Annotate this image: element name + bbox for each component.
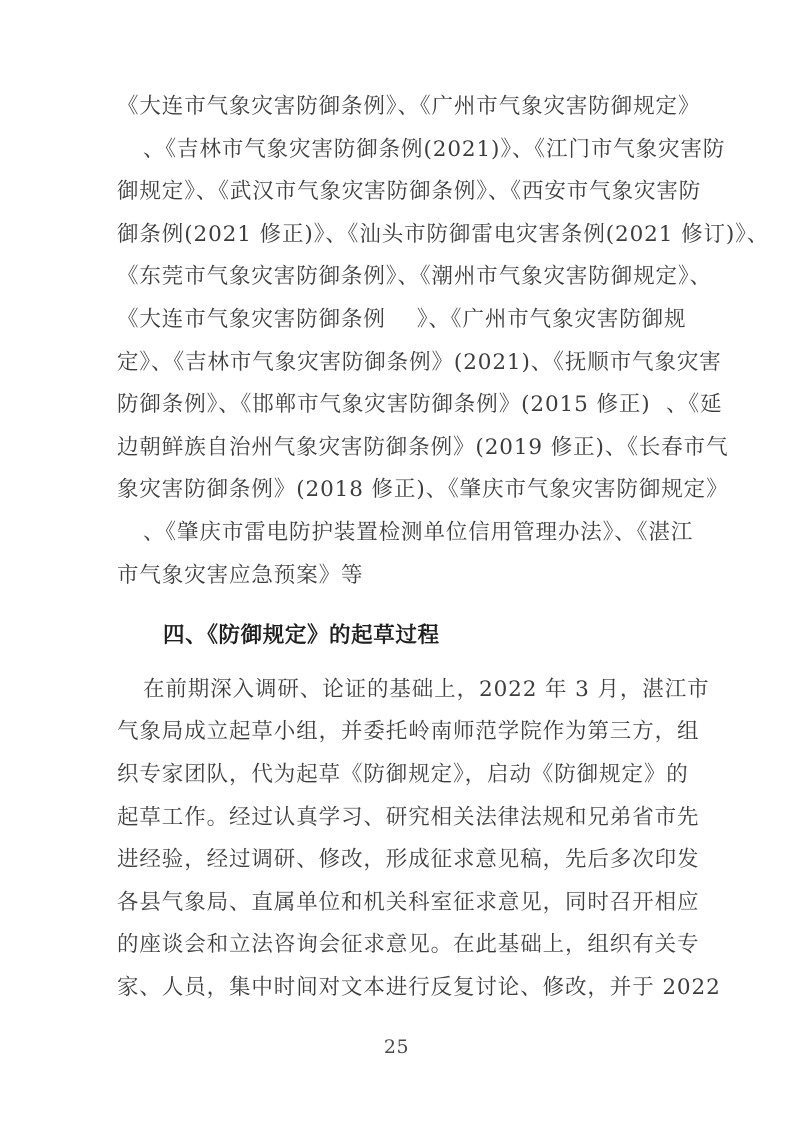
page-text-column [117, 86, 770, 1009]
text-line: 《东莞市气象灾害防御条例》、《潮州市气象灾害防御规定》、 [117, 264, 712, 290]
text-line: 进经验，经过调研、修改，形成征求意见稿，先后多次印发 [117, 847, 700, 873]
regulation-list-paragraph [117, 86, 770, 597]
text-line: 防御条例》、《邯郸市气象灾害防御条例》(2015 修正) 、《延 [117, 392, 723, 418]
text-line: 的座谈会和立法咨询会征求意见。在此基础上，组织有关专 [117, 932, 700, 958]
drafting-process-paragraph [117, 669, 721, 1010]
text-line: 起草工作。经过认真学习、研究相关法律法规和兄弟省市先 [117, 804, 700, 830]
text-line: 家、人员，集中时间对文本进行反复讨论、修改，并于 2022 [117, 974, 721, 1000]
text-line: 御条例(2021 修正)》、《汕头市防御雷电灾害条例(2021 修订)》、 [117, 221, 770, 247]
text-line: 织专家团队，代为起草《防御规定》，启动《防御规定》的 [117, 761, 689, 787]
text-line: 在前期深入调研、论证的基础上，2022 年 3 月，湛江市 [143, 676, 710, 702]
text-line: 象灾害防御条例》(2018 修正)、《肇庆市气象灾害防御规定》 [117, 477, 729, 503]
section-four-heading: 四、《防御规定》的起草过程 [163, 623, 440, 649]
text-line: 、《吉林市气象灾害防御条例(2021)》、《江门市气象灾害防 [143, 136, 726, 162]
text-line: 《大连市气象灾害防御条例 》、《广州市气象灾害防御规 [117, 306, 687, 332]
text-line: 御规定》、《武汉市气象灾害防御条例》、《西安市气象灾害防 [117, 179, 702, 205]
text-line: 、《肇庆市雷电防护装置检测单位信用管理办法》、《湛江 [143, 519, 694, 545]
heading-spacer [117, 658, 679, 669]
text-line: 气象局成立起草小组，并委托岭南师范学院作为第三方，组 [117, 719, 700, 745]
text-line: 各县气象局、直属单位和机关科室征求意见，同时召开相应 [117, 889, 700, 915]
text-line: 《大连市气象灾害防御条例》、《广州市气象灾害防御规定》 [117, 94, 701, 119]
text-line: 定》、《吉林市气象灾害防御条例》(2021)、《抚顺市气象灾害 [117, 349, 722, 375]
text-line: 边朝鲜族自治州气象灾害防御条例》(2019 修正)、《长春市气 [117, 434, 729, 460]
page-number: 25 [383, 1036, 410, 1058]
text-line: 市气象灾害应急预案》等 [117, 562, 364, 588]
